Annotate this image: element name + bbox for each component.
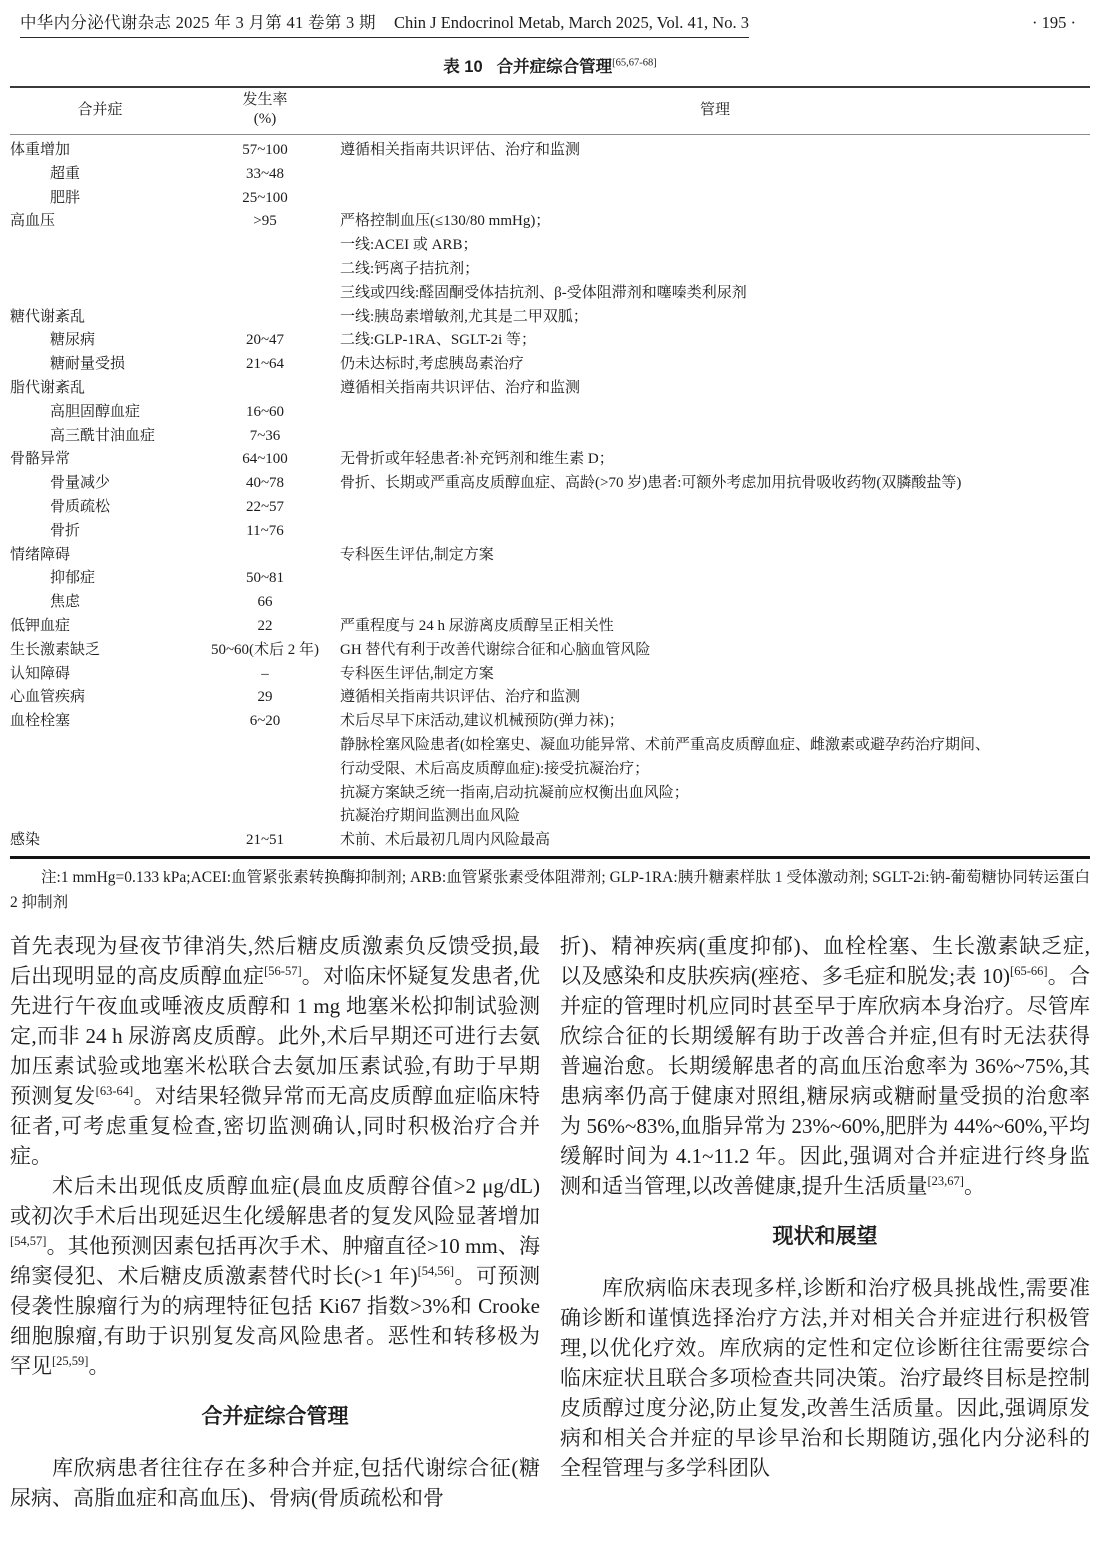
table-row (10, 520, 1090, 544)
table-row (10, 353, 1090, 377)
table-row (10, 448, 1090, 472)
management-cell: 专科医生评估,制定方案 (340, 546, 494, 563)
section-heading: 现状和展望 (772, 1224, 878, 1248)
management-cell: 严重程度与 24 h 尿游离皮质醇呈正相关性 (340, 617, 614, 634)
rate-cell: 20~47 (245, 332, 285, 349)
table-row (10, 686, 1090, 710)
table-label: 表 10 (443, 58, 483, 76)
text-run: 。 (963, 1173, 985, 1198)
page-number: · 195 · (1032, 13, 1076, 32)
table-row (10, 710, 1090, 734)
management-cell: 二线:GLP-1RA、SGLT-2i 等； (340, 332, 536, 349)
rate-cell: 7~36 (249, 427, 281, 444)
management-cell (340, 591, 1090, 615)
table-row (10, 187, 1090, 211)
comorbidity-cell (10, 282, 190, 306)
table-row (10, 472, 1090, 496)
management-cell: 遵循相关指南共识评估、治疗和监测 (340, 142, 581, 158)
table-title-text: 合并症综合管理 (496, 58, 613, 76)
rate-cell: 29 (257, 689, 273, 706)
paragraph (10, 1171, 540, 1381)
rate-cell: 21~51 (245, 832, 285, 849)
text-run: 首先表现为昼夜节律消失,然后糖皮质激素负反馈受损,最后出现明显的高皮质醇血症 (10, 933, 540, 988)
comorbidity-cell (10, 758, 190, 782)
management-cell: 一线:ACEI 或 ARB； (340, 237, 478, 254)
column-header-management: 管理 (340, 88, 1090, 135)
comorbidity-cell: 骨骼异常 (10, 451, 71, 468)
citation-ref: [63-64] (95, 1083, 134, 1098)
management-cell: 静脉栓塞风险患者(如栓塞史、凝血功能异常、术前严重高皮质醇血症、雌激素或避孕药治疗期间、 (340, 736, 990, 753)
rate-cell (190, 805, 340, 829)
management-cell: 三线或四线:醛固酮受体拮抗剂、β-受体阻滞剂和噻嗪类利尿剂 (340, 284, 747, 301)
comorbidity-cell: 超重 (50, 165, 81, 182)
rate-cell: 16~60 (245, 403, 285, 420)
management-cell: 骨折、长期或严重高皮质醇血症、高龄(>70 岁)患者:可额外考虑加用抗骨吸收药物(双膦酸盐等) (340, 475, 962, 492)
comorbidity-cell: 体重增加 (10, 142, 71, 158)
management-cell (340, 425, 1090, 449)
comorbidity-cell: 骨量减少 (50, 475, 111, 492)
rate-cell: 33~48 (245, 165, 285, 182)
text-run: 库欣病患者往往存在多种合并症,包括代谢综合征(糖尿病、高脂血症和高血压)、骨病(骨质疏松和骨 (10, 1455, 540, 1510)
management-cell (340, 520, 1090, 544)
table-row (10, 401, 1090, 425)
citation-ref: [54,56] (417, 1263, 455, 1278)
table-row (10, 734, 1090, 758)
paragraph (10, 1453, 540, 1513)
comorbidity-cell: 情绪障碍 (10, 546, 71, 563)
management-cell: 一线:胰岛素增敏剂,尤其是二甲双胍； (340, 308, 588, 325)
management-cell: 遵循相关指南共识评估、治疗和监测 (340, 379, 581, 396)
rate-cell (190, 306, 340, 330)
rate-cell: 50~60(术后 2 年) (210, 641, 320, 658)
comorbidity-cell: 低钾血症 (10, 617, 71, 634)
comorbidity-cell (10, 258, 190, 282)
table-row (10, 425, 1090, 449)
management-cell (340, 567, 1090, 591)
rate-cell (190, 282, 340, 306)
body-column-left (10, 931, 540, 1513)
citation-ref: [25,59] (52, 1353, 89, 1368)
journal-title-en: Chin J Endocrinol Metab, March 2025, Vol. 41, No. 3 (393, 13, 749, 32)
text-run: 库欣病临床表现多样,诊断和治疗极具挑战性,需要准确诊断和谨慎选择治疗方法,并对相关合并症进行积极管理,以优化疗效。库欣病的定性和定位诊断往往需要综合临床症状且联合多项检查共同决策。治疗最终目标是控制皮质醇过度分泌,防止复发,改善生活质量。因此,强调原发病和相关合并症的早诊早治和长期随访,强化内分泌科的全程管理与多学科团队 (560, 1275, 1090, 1480)
comorbidity-cell: 骨折 (50, 522, 81, 539)
body-column-right (560, 931, 1090, 1513)
rate-cell (190, 377, 340, 401)
rate-cell (190, 734, 340, 758)
rate-cell: 22 (257, 617, 273, 634)
management-cell: 二线:钙离子拮抗剂； (340, 260, 480, 277)
column-header-rate (190, 88, 340, 135)
comorbidity-cell: 糖尿病 (50, 332, 96, 349)
comorbidity-cell (10, 734, 190, 758)
rate-cell: – (261, 665, 269, 682)
comorbidity-cell: 糖耐量受损 (50, 356, 126, 373)
management-cell: 专科医生评估,制定方案 (340, 665, 494, 682)
table-footnote: 注:1 mmHg=0.133 kPa;ACEI:血管紧张素转换酶抑制剂; ARB:血管紧张素受体阻滞剂; GLP-1RA:胰升糖素样肽 1 受体激动剂; SGLT-2i:钠-葡萄糖协同转运蛋白 2 抑制剂 (10, 868, 1090, 911)
table-header-row (10, 88, 1090, 135)
management-cell: 仍未达标时,考虑胰岛素治疗 (340, 356, 524, 373)
comorbidity-cell (10, 782, 190, 806)
rate-cell: 64~100 (242, 451, 288, 468)
management-cell: 严格控制血压(≤130/80 mmHg)； (340, 213, 551, 230)
table-row (10, 615, 1090, 639)
comorbidity-cell: 肥胖 (50, 189, 81, 206)
table-row (10, 496, 1090, 520)
table-row (10, 163, 1090, 187)
rate-cell: 66 (257, 594, 273, 611)
citation-ref: [23,67] (927, 1173, 964, 1188)
rate-cell (190, 258, 340, 282)
comorbidity-table-wrap (10, 86, 1090, 859)
rate-cell (190, 758, 340, 782)
comorbidity-cell: 焦虑 (50, 594, 81, 611)
text-run: 。对结果轻微异常而无高皮质醇血症临床特征者,可考虑重复检查,密切监测确认,同时积极治疗合并症。 (10, 1083, 541, 1168)
management-cell (340, 187, 1090, 211)
running-head (10, 12, 1090, 38)
paragraph (560, 1273, 1090, 1483)
text-run: 术后未出现低皮质醇血症(晨血皮质醇谷值>2 μg/dL)或初次手术后出现延迟生化缓解患者的复发风险显著增加 (10, 1173, 540, 1228)
table-row (10, 544, 1090, 568)
management-cell: 遵循相关指南共识评估、治疗和监测 (340, 689, 581, 706)
table-header (10, 88, 1090, 135)
rate-cell (190, 544, 340, 568)
text-run: 。合并症的管理时机应同时甚至早于库欣病本身治疗。尽管库欣综合征的长期缓解有助于改善合并症,但有时无法获得普遍治愈。长期缓解患者的高血压治愈率为 36%~75%,其患病率仍高于健康对照组,糖尿病或糖耐量受损的治愈率为 56%~83%,血脂异常为 23%~60%,肥胖为 44%~60%,平均缓解时间为 4.1~11.2 年。因此,强调对合并症进行终身监测和适当管理,以改善健康,提升生活质量 (560, 963, 1090, 1198)
table-row (10, 567, 1090, 591)
comorbidity-cell: 抑郁症 (50, 570, 96, 587)
rate-header-line1: 发生率 (242, 92, 288, 108)
journal-title-line (20, 12, 749, 38)
rate-cell: 50~81 (245, 570, 285, 587)
management-cell: 抗凝方案缺乏统一指南,启动抗凝前应权衡出血风险； (340, 784, 689, 801)
comorbidity-cell: 高胆固醇血症 (50, 403, 141, 420)
journal-title-cn: 中华内分泌代谢杂志 2025 年 3 月第 41 卷第 3 期 (20, 13, 376, 32)
comorbidity-cell: 心血管疾病 (10, 689, 86, 706)
table-row (10, 663, 1090, 687)
management-cell (340, 496, 1090, 520)
rate-cell: >95 (253, 213, 277, 230)
comorbidity-table-body (10, 135, 1090, 856)
management-cell: 术后尽早下床活动,建议机械预防(弹力袜)； (340, 713, 624, 730)
table-row (10, 210, 1090, 234)
table-row (10, 135, 1090, 163)
article-body (10, 931, 1090, 1513)
table-row (10, 306, 1090, 330)
comorbidity-cell: 生长激素缺乏 (10, 641, 101, 658)
text-run: 。 (88, 1353, 110, 1378)
rate-cell: 57~100 (242, 142, 288, 158)
comorbidity-cell: 血栓栓塞 (10, 713, 71, 730)
comorbidity-cell: 高血压 (10, 213, 56, 230)
comorbidity-cell (10, 234, 190, 258)
table-row (10, 829, 1090, 856)
comorbidity-table (10, 88, 1090, 856)
table-row (10, 805, 1090, 829)
comorbidity-cell: 骨质疏松 (50, 498, 111, 515)
comorbidity-cell: 感染 (10, 832, 41, 849)
table-title-citation-ref: [65,67-68] (612, 57, 657, 69)
table-row (10, 258, 1090, 282)
rate-header-line2: (%) (253, 111, 277, 127)
section-heading: 合并症综合管理 (201, 1404, 349, 1428)
comorbidity-cell: 糖代谢紊乱 (10, 308, 86, 325)
comorbidity-cell: 脂代谢紊乱 (10, 379, 86, 396)
management-cell: 抗凝治疗期间监测出血风险 (340, 808, 521, 825)
rate-cell (190, 234, 340, 258)
rate-cell: 21~64 (245, 356, 285, 373)
comorbidity-cell: 高三酰甘油血症 (50, 427, 156, 444)
column-header-comorbidity: 合并症 (10, 88, 190, 135)
management-cell: 行动受限、术后高皮质醇血症):接受抗凝治疗； (340, 760, 650, 777)
rate-cell (190, 782, 340, 806)
table-row (10, 377, 1090, 401)
comorbidity-cell (10, 805, 190, 829)
management-cell: GH 替代有利于改善代谢综合征和心脑血管风险 (340, 641, 651, 658)
table-row (10, 758, 1090, 782)
table-row (10, 591, 1090, 615)
table-row (10, 639, 1090, 663)
rate-cell: 40~78 (245, 475, 285, 492)
rate-cell: 22~57 (245, 498, 285, 515)
text-run: 。其他预测因素包括再次手术、肿瘤直径>10 mm、海绵窦侵犯、术后糖皮质激素替代时长(>1 年) (10, 1233, 540, 1288)
management-cell (340, 401, 1090, 425)
management-cell: 无骨折或年轻患者:补充钙剂和维生素 D； (340, 451, 614, 468)
paragraph (10, 931, 540, 1171)
comorbidity-cell: 认知障碍 (10, 665, 71, 682)
paragraph (560, 931, 1090, 1201)
rate-cell: 11~76 (246, 522, 284, 539)
rate-cell: 6~20 (249, 713, 281, 730)
management-cell (340, 163, 1090, 187)
citation-ref: [54,57] (10, 1233, 47, 1248)
citation-ref: [65-66] (1010, 963, 1048, 978)
management-cell: 术前、术后最初几周内风险最高 (340, 832, 551, 849)
rate-cell: 25~100 (242, 189, 288, 206)
table-row (10, 329, 1090, 353)
table-row (10, 234, 1090, 258)
citation-ref: [56-57] (264, 963, 302, 978)
text-run: 。可预测侵袭性腺瘤行为的病理特征包括 Ki67 指数>3%和 Crooke 细胞腺瘤,有助于识别复发高风险患者。恶性和转移极为罕见 (10, 1263, 541, 1378)
text-run: 折)、精神疾病(重度抑郁)、血栓栓塞、生长激素缺乏症,以及感染和皮肤疾病(痤疮、多毛症和脱发;表 10) (560, 933, 1090, 988)
table-row (10, 282, 1090, 306)
table-row (10, 782, 1090, 806)
table-title (10, 53, 1090, 77)
text-run: 。对临床怀疑复发患者,优先进行午夜血或唾液皮质醇和 1 mg 地塞米松抑制试验测定,而非 24 h 尿游离皮质醇。此外,术后早期还可进行去氨加压素试验或地塞米松联合去氨加压素试验,有助于早期预测复发 (10, 963, 540, 1108)
